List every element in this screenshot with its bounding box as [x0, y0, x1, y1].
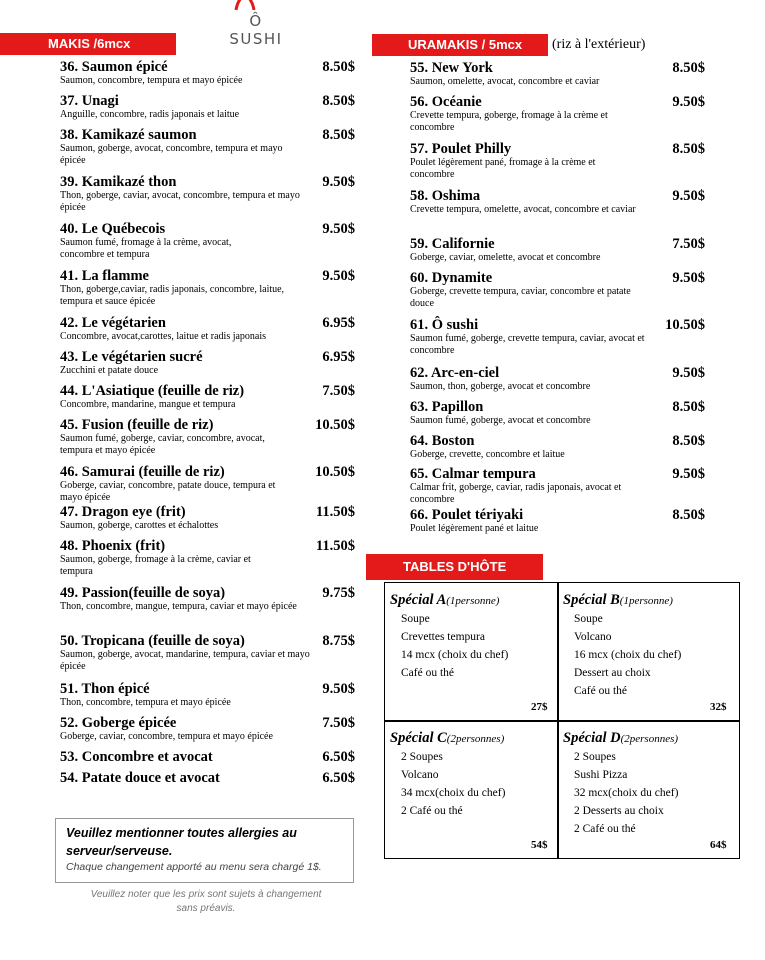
menu-item: 63. Papillon 8.50$ Saumon fumé, goberge, avocat et concombre	[410, 399, 705, 426]
special-b: Spécial B(1personne) Soupe Volcano 16 mcx (choix du chef) Dessert au choix Café ou thé	[563, 592, 682, 697]
allergy-note-main: Veuillez mentionner toutes allergies au serveur/serveuse.	[66, 826, 297, 858]
uramakis-list	[410, 60, 705, 541]
menu-item: 42. Le végétarien 6.95$ Concombre, avocat,carottes, laitue et radis japonais	[60, 315, 355, 342]
menu-item: 46. Samurai (feuille de riz) 10.50$ Goberge, caviar, concombre, patate douce, tempura et mayo épicée	[60, 464, 355, 503]
menu-item: 56. Océanie 9.50$ Crevette tempura, goberge, fromage à la crème et concombre	[410, 94, 705, 133]
divider	[385, 720, 739, 722]
menu-item: 66. Poulet tériyaki 8.50$ Poulet légèrement pané et laitue	[410, 507, 705, 534]
logo	[212, 0, 292, 48]
menu-item: 57. Poulet Philly 8.50$ Poulet légèrement pané, fromage à la crème et concombre	[410, 141, 705, 180]
menu-item: 39. Kamikazé thon 9.50$ Thon, goberge, caviar, avocat, concombre, tempura et mayo épicée	[60, 174, 355, 213]
price-note: Veuillez noter que les prix sont sujets à changement sans préavis.	[90, 889, 322, 914]
menu-item: 65. Calmar tempura 9.50$ Calmar frit, goberge, caviar, radis japonais, avocat et concombre	[410, 466, 705, 505]
logo-mark-icon	[230, 0, 260, 10]
menu-item: 52. Goberge épicée 7.50$ Goberge, caviar, concombre, tempura et mayo épicée	[60, 715, 355, 742]
menu-item: 58. Oshima 9.50$ Crevette tempura, omelette, avocat, concombre et caviar	[410, 188, 705, 215]
makis-header: MAKIS /6mcx	[0, 33, 176, 55]
menu-item: 60. Dynamite 9.50$ Goberge, crevette tempura, caviar, concombre et patate douce	[410, 270, 705, 309]
tables-header: TABLES D'HÔTE	[366, 554, 543, 580]
menu-item: 54. Patate douce et avocat 6.50$	[60, 770, 355, 786]
special-a-price: 27$	[531, 701, 548, 713]
menu-item: 40. Le Québecois 9.50$ Saumon fumé, fromage à la crème, avocat, concombre et tempura	[60, 221, 355, 260]
uramakis-header: URAMAKIS / 5mcx	[372, 34, 548, 56]
special-c: Spécial C(2personnes) 2 Soupes Volcano 34 mcx(choix du chef) 2 Café ou thé	[390, 730, 506, 817]
tables-grid	[384, 582, 740, 859]
logo-text: Ô SUSHI	[229, 12, 283, 48]
special-d: Spécial D(2personnes) 2 Soupes Sushi Pizza 32 mcx(choix du chef) 2 Desserts au choix 2 Café ou thé	[563, 730, 679, 835]
menu-item: 61. Ô sushi 10.50$ Saumon fumé, goberge, crevette tempura, caviar, avocat et concombre	[410, 317, 705, 356]
menu-item: 38. Kamikazé saumon 8.50$ Saumon, goberge, avocat, concombre, tempura et mayo épicée	[60, 127, 355, 166]
menu-item: 62. Arc-en-ciel 9.50$ Saumon, thon, goberge, avocat et concombre	[410, 365, 705, 392]
special-b-price: 32$	[710, 701, 727, 713]
allergy-note	[55, 818, 354, 883]
menu-item: 41. La flamme 9.50$ Thon, goberge,caviar, radis japonais, concombre, laitue, tempura et sauce épicée	[60, 268, 355, 307]
menu-item: 37. Unagi 8.50$ Anguille, concombre, radis japonais et laitue	[60, 93, 355, 120]
special-d-price: 64$	[710, 839, 727, 851]
menu-item: 49. Passion(feuille de soya) 9.75$ Thon, concombre, mangue, tempura, caviar et mayo épicée	[60, 585, 355, 612]
menu-item: 59. Californie 7.50$ Goberge, caviar, omelette, avocat et concombre	[410, 236, 705, 263]
menu-item: 36. Saumon épicé 8.50$ Saumon, concombre, tempura et mayo épicée	[60, 59, 355, 86]
menu-item: 48. Phoenix (frit) 11.50$ Saumon, goberge, fromage à la crème, caviar et tempura	[60, 538, 355, 577]
special-c-price: 54$	[531, 839, 548, 851]
allergy-note-fee: Chaque changement apporté au menu sera chargé 1$.	[66, 861, 322, 873]
menu-item: 44. L'Asiatique (feuille de riz) 7.50$ Concombre, mandarine, mangue et tempura	[60, 383, 355, 410]
menu-item: 45. Fusion (feuille de riz) 10.50$ Saumon fumé, goberge, caviar, concombre, avocat, tempura et mayo épicée	[60, 417, 355, 456]
makis-list	[60, 59, 355, 791]
special-a: Spécial A(1personne) Soupe Crevettes tempura 14 mcx (choix du chef) Café ou thé	[390, 592, 509, 679]
menu-item: 50. Tropicana (feuille de soya) 8.75$ Saumon, goberge, avocat, mandarine, tempura, caviar et mayo épicée	[60, 633, 355, 672]
menu-item: 53. Concombre et avocat 6.50$	[60, 749, 355, 765]
menu-item: 51. Thon épicé 9.50$ Thon, concombre, tempura et mayo épicée	[60, 681, 355, 708]
menu-item: 43. Le végétarien sucré 6.95$ Zucchini et patate douce	[60, 349, 355, 376]
uramakis-note: (riz à l'extérieur)	[552, 37, 646, 52]
menu-item: 55. New York 8.50$ Saumon, omelette, avocat, concombre et caviar	[410, 60, 705, 87]
menu-item: 64. Boston 8.50$ Goberge, crevette, concombre et laitue	[410, 433, 705, 460]
menu-item: 47. Dragon eye (frit) 11.50$ Saumon, goberge, carottes et échalottes	[60, 504, 355, 531]
